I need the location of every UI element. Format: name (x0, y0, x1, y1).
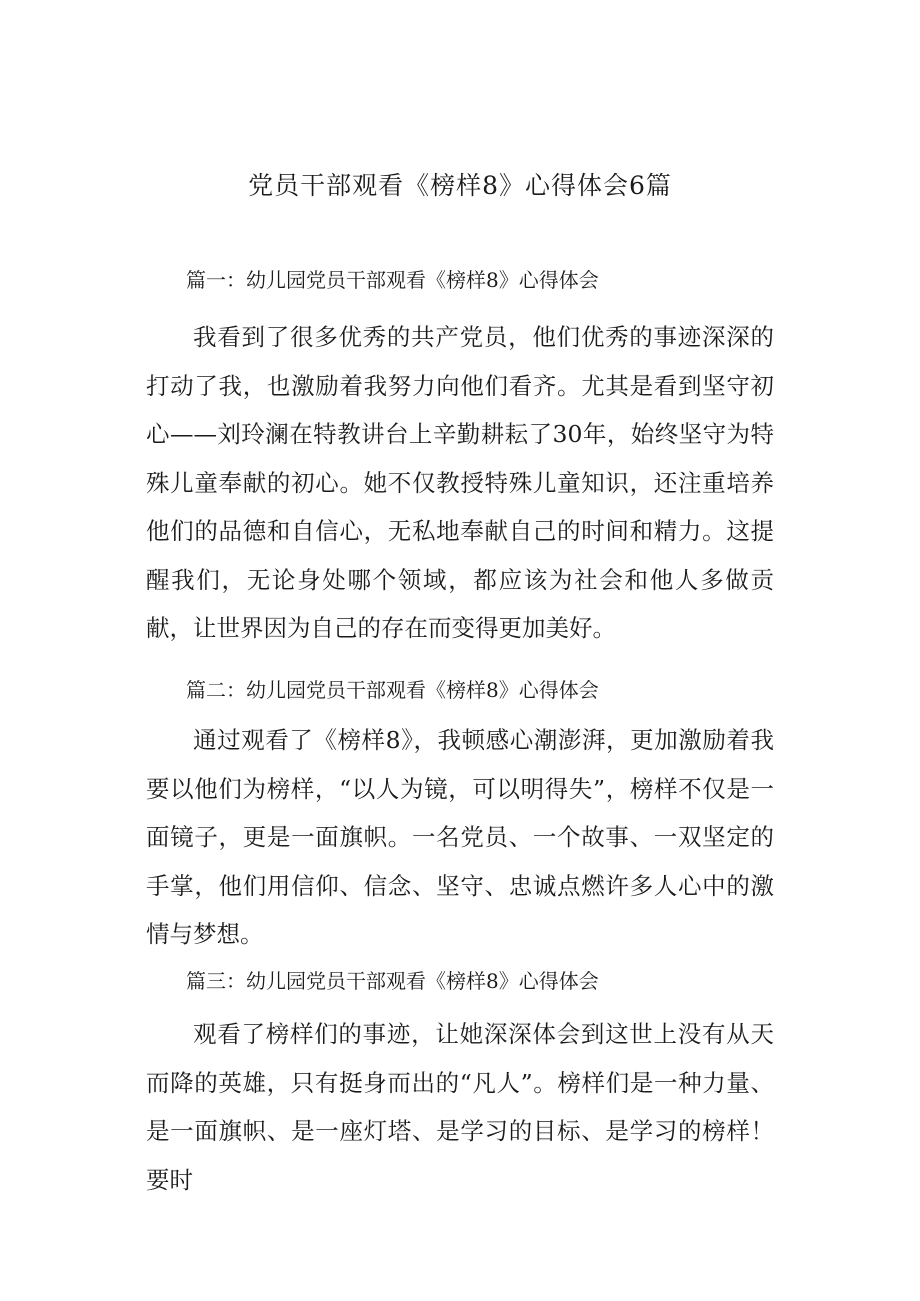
section-body-1: 我看到了很多优秀的共产党员，他们优秀的事迹深深的打动了我，也激励着我努力向他们看齐。尤其是看到坚守初心——刘玲澜在特教讲台上辛勤耕耘了30年，始终坚守为特殊儿童奉献的初心。她不仅教授特殊儿童知识，还注重培养他们的品德和自信心，无私地奉献自己的时间和精力。这提醒我们，无论身处哪个领域，都应该为社会和他人多做贡献，让世界因为自己的存在而变得更加美好。 (146, 323, 774, 642)
section-heading-3: 篇三：幼儿园党员干部观看《榜样8》心得体会 (186, 969, 599, 993)
section-heading-2: 篇二：幼儿园党员干部观看《榜样8》心得体会 (186, 678, 599, 702)
document-title: 党员干部观看《榜样8》心得体会6篇 (248, 171, 672, 200)
section-body-3: 观看了榜样们的事迹，让她深深体会到这世上没有从天而降的英雄，只有挺身而出的“凡人”。榜样们是一种力量、是一面旗帜、是一座灯塔、是学习的目标、是学习的榜样！要时 (146, 1020, 774, 1194)
section-heading-1: 篇一：幼儿园党员干部观看《榜样8》心得体会 (186, 268, 599, 292)
section-body-2: 通过观看了《榜样8》，我顿感心潮澎湃，更加激励着我要以他们为榜样，“以人为镜，可以明得失”，榜样不仅是一面镜子，更是一面旗帜。一名党员、一个故事、一双坚定的手掌，他们用信仰、信念、坚守、忠诚点燃许多人心中的激情与梦想。 (146, 726, 774, 948)
